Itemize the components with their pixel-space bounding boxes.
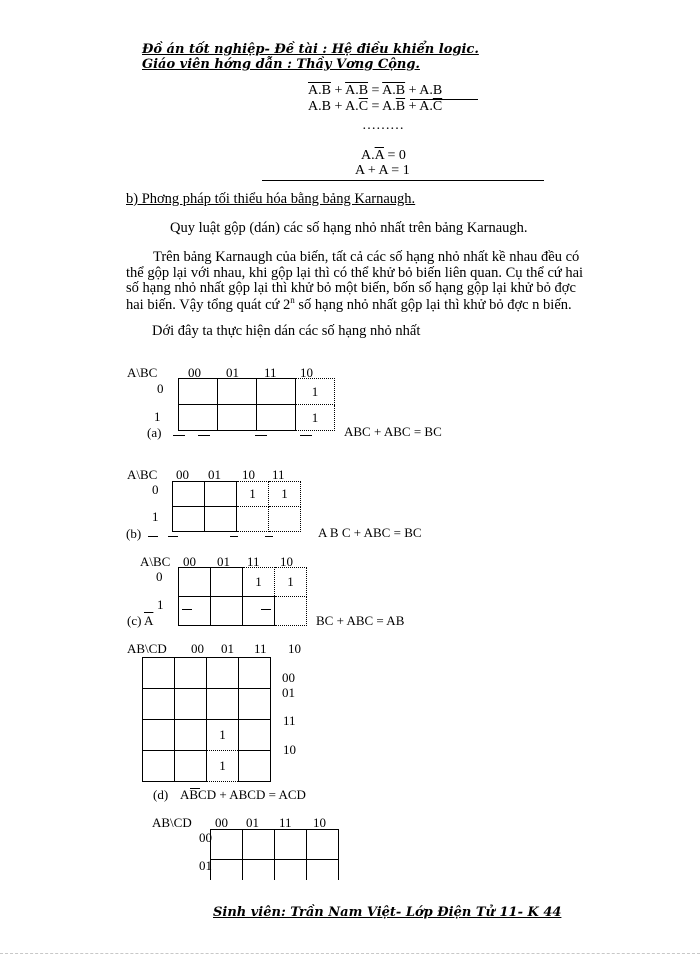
cell — [275, 830, 307, 860]
map-b-formula: A B C + ABC = BC — [318, 525, 422, 540]
map-a-row: 0 — [157, 381, 164, 396]
cell — [239, 751, 271, 782]
map-b-row: 0 — [152, 482, 159, 497]
cell — [175, 751, 207, 782]
cell — [143, 720, 175, 751]
cell — [211, 597, 243, 626]
identity-rule — [262, 180, 544, 181]
cell — [173, 482, 205, 507]
cell — [211, 860, 243, 881]
identity-line-3 — [361, 148, 406, 164]
term: $\overline{C}$ — [432, 99, 443, 114]
term: A.B + A. — [308, 99, 359, 114]
cell — [239, 658, 271, 689]
map-c-row: 1 — [157, 597, 164, 612]
cell — [143, 751, 175, 782]
map-d-formula: ABCD + ABCD = ACD — [180, 787, 306, 802]
map-a-col: 11 — [264, 365, 277, 380]
cell — [307, 830, 339, 860]
overbar-mark — [148, 536, 158, 537]
cell: 1 — [207, 720, 239, 751]
map-d-col: 00 — [191, 641, 204, 656]
cell — [218, 379, 257, 405]
overbar-mark — [300, 435, 312, 436]
map-e-row: 01 — [199, 858, 212, 873]
cell — [243, 860, 275, 881]
map-a-corner: A\BC — [127, 365, 158, 380]
header-line-1: Đồ án tốt nghiệp- Đề tài : Hệ điều khiển logic. — [142, 42, 479, 57]
overbar-mark — [255, 435, 267, 436]
map-c-row: 0 — [156, 569, 163, 584]
term: $\overline{A}$ — [374, 148, 384, 163]
map-e-col: 01 — [246, 815, 259, 830]
identity-line-1 — [308, 83, 442, 99]
cell — [243, 597, 275, 626]
term: = A. — [368, 99, 396, 114]
cell: 1 — [237, 482, 269, 507]
map-d-col: 01 — [221, 641, 234, 656]
identity-line-2 — [308, 99, 442, 115]
cell — [269, 507, 301, 532]
overbar-mark — [168, 536, 178, 537]
cell — [243, 830, 275, 860]
map-e-corner: AB\CD — [152, 815, 192, 830]
cell: 1 — [275, 568, 307, 597]
cell — [179, 568, 211, 597]
map-d-col: 11 — [254, 641, 267, 656]
cell — [175, 658, 207, 689]
map-c-corner: A\BC — [140, 554, 171, 569]
map-c-col: 01 — [217, 554, 230, 569]
op: + — [330, 83, 346, 98]
cell: 1 — [296, 379, 335, 405]
page-divider — [0, 953, 700, 954]
label: (c) — [127, 613, 142, 628]
term: $\overline{A}$ — [143, 613, 154, 628]
term: + A.B — [405, 83, 443, 98]
map-d-corner: AB\CD — [127, 641, 167, 656]
paragraph-line-2: thể gộp lại với nhau, khi gộp lại thì có thể khử bỏ biến liên quan. Cụ thể cứ hai — [126, 265, 584, 281]
map-a-col: 00 — [188, 365, 201, 380]
map-b-row: 1 — [152, 509, 159, 524]
paragraph-line-1: Trên bảng Karnaugh của biến, tất cả các số hạng nhỏ nhất kề nhau đều có — [153, 249, 580, 265]
map-e-row: 00 — [199, 830, 212, 845]
cell — [257, 379, 296, 405]
rule-title: Quy luật gộp (dán) các số hạng nhỏ nhất trên bảng Karnaugh. — [170, 220, 528, 236]
map-a-row: 1 — [154, 409, 161, 424]
map-c-col: 00 — [183, 554, 196, 569]
map-c-col: 10 — [280, 554, 293, 569]
cell — [207, 689, 239, 720]
map-a-formula: ABC + ABC = BC — [344, 424, 442, 439]
map-d-label: (d) — [153, 787, 169, 802]
cell — [175, 689, 207, 720]
map-d-row: 10 — [283, 742, 296, 757]
karnaugh-map-b — [172, 481, 301, 532]
map-d-row: 00 — [282, 670, 295, 685]
map-b-col: 10 — [242, 467, 255, 482]
footer-text: Sinh viên: Trần Nam Việt- Lớp Điện Tử 11- K 44 — [213, 905, 562, 920]
map-a-label: (a) — [147, 425, 162, 440]
paragraph-line-3: số hạng nhỏ nhất gộp lại thì khử bỏ một biến, bốn số hạng gộp lại khử bỏ đợc — [126, 280, 576, 296]
map-d-row: 11 — [283, 713, 296, 728]
text: số hạng nhỏ nhất gộp lại thì khử bỏ đợc n biến. — [294, 296, 572, 313]
cell: 1 — [243, 568, 275, 597]
text: hai biến. Vậy tổng quát cứ 2 — [126, 296, 291, 313]
cell — [307, 860, 339, 881]
map-e-col: 10 — [313, 815, 326, 830]
header-line-2: Giáo viên hớng dẫn : Thầy Vơng Cộng. — [142, 57, 420, 72]
map-e-col: 00 — [215, 815, 228, 830]
term: A.B — [382, 83, 406, 98]
cell — [175, 720, 207, 751]
cell — [143, 689, 175, 720]
intro-text: Dới đây ta thực hiện dán các số hạng nhỏ nhất — [152, 323, 421, 339]
cell — [179, 379, 218, 405]
term: A.B — [345, 83, 369, 98]
map-b-col: 11 — [272, 467, 285, 482]
cell — [239, 689, 271, 720]
exponent: n — [290, 295, 295, 305]
cell: 1 — [207, 751, 239, 782]
cell — [179, 597, 211, 626]
overbar-mark — [173, 435, 185, 436]
overbar-mark — [182, 609, 192, 610]
map-b-corner: A\BC — [127, 467, 158, 482]
map-b-col: 01 — [208, 467, 221, 482]
cell: 1 — [296, 405, 335, 431]
cell — [173, 507, 205, 532]
term: = 0 — [383, 148, 406, 163]
cell — [239, 720, 271, 751]
map-c-col: 11 — [247, 554, 260, 569]
map-c-label — [127, 613, 153, 629]
cell: 1 — [269, 482, 301, 507]
cell — [211, 830, 243, 860]
map-a-col: 01 — [226, 365, 239, 380]
term: + A. — [405, 99, 433, 114]
op: = — [368, 83, 383, 98]
cell — [179, 405, 218, 431]
cell — [205, 507, 237, 532]
cell — [275, 597, 307, 626]
cell — [211, 568, 243, 597]
cell — [257, 405, 296, 431]
cell — [218, 405, 257, 431]
cell — [143, 658, 175, 689]
identity-line-4: A + A = 1 — [355, 163, 410, 178]
term: $\overline{C}$ — [358, 99, 369, 114]
cell — [205, 482, 237, 507]
map-b-col: 00 — [176, 467, 189, 482]
overbar-mark — [230, 536, 238, 537]
map-c-formula: BC + ABC = AB — [316, 613, 405, 628]
term: $\overline{B}$ — [395, 99, 406, 114]
map-e-col: 11 — [279, 815, 292, 830]
map-a-col: 10 — [300, 365, 313, 380]
overbar-mark — [261, 609, 271, 610]
karnaugh-map-d — [142, 657, 271, 782]
karnaugh-map-a — [178, 378, 335, 431]
term: A.B — [308, 83, 331, 98]
karnaugh-map-e — [210, 829, 339, 880]
section-heading: b) Phơng pháp tối thiểu hóa bằng bảng Karnaugh. — [126, 191, 416, 207]
cell — [207, 658, 239, 689]
overbar-mark — [198, 435, 210, 436]
karnaugh-map-c — [178, 567, 307, 626]
map-d-col: 10 — [288, 641, 301, 656]
overbar-mark — [265, 536, 273, 537]
term: A. — [361, 148, 375, 163]
paragraph-line-4 — [126, 295, 572, 314]
cell — [275, 860, 307, 881]
identity-dots: ……… — [362, 118, 404, 133]
map-d-row: 01 — [282, 685, 295, 700]
cell — [237, 507, 269, 532]
map-b-label: (b) — [126, 526, 142, 541]
